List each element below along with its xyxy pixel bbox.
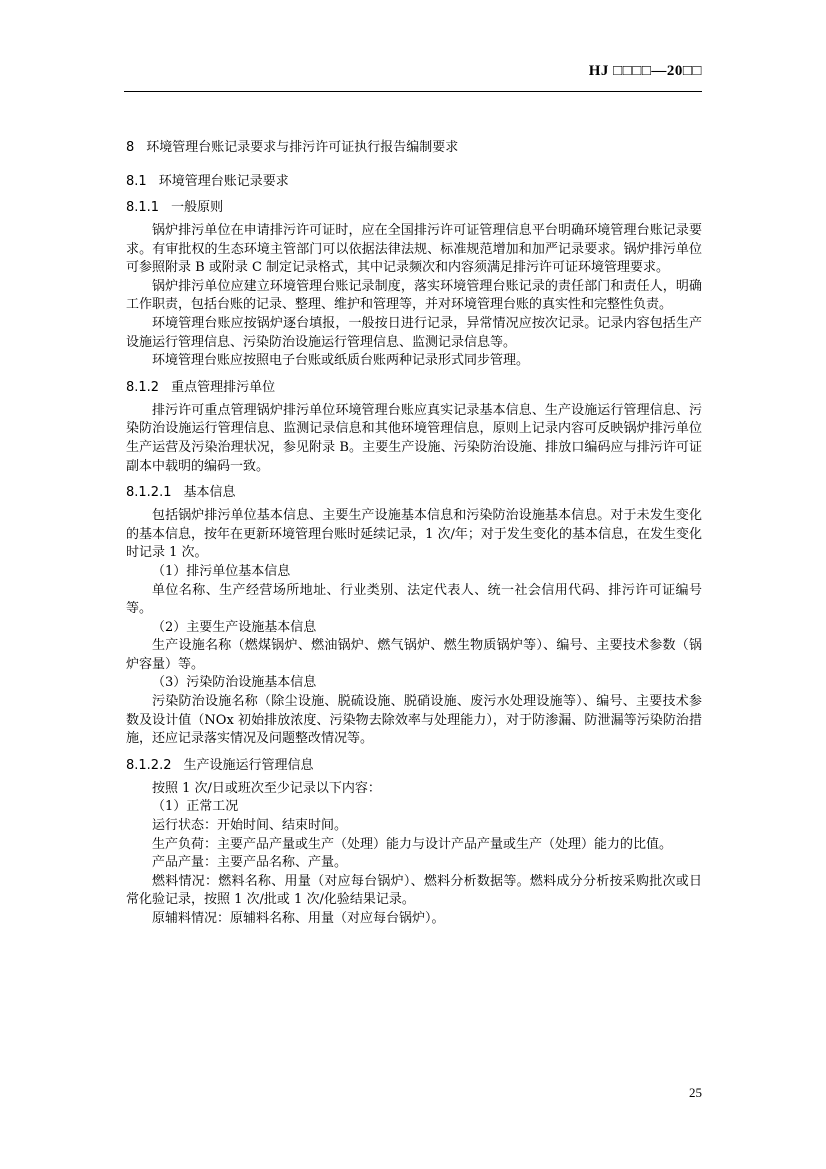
paragraph: 污染防治设施名称（除尘设施、脱硫设施、脱硝设施、废污水处理设施等）、编号、主要技术参数及设计值（NOx 初始排放浓度、污染物去除效率与处理能力），对于防渗漏、防泄漏等污染防治措施，还应记录落实情况及问题整改情况等。 [126,694,702,747]
paragraph: 锅炉排污单位在申请排污许可证时，应在全国排污许可证管理信息平台明确环境管理台账记录要求。有审批权的生态环境主管部门可以依据法律法规、标准规范增加和加严记录要求。锅炉排污单位可参照附录 B 或附录 C 制定记录格式，其中记录频次和内容须满足排污许可证环境管理要求。 [126,223,702,276]
section-8-heading [126,138,702,157]
section-title: 重点管理排污单位 [171,379,276,395]
section-title: 环境管理台账记录要求 [158,174,289,189]
page-body [126,138,702,929]
header-rule [124,91,702,92]
paragraph: 生产负荷：主要产品产量或生产（处理）能力与设计产品产量或生产（处理）能力的比值。 [152,836,673,852]
section-number: 8.1.2.1 [126,485,172,501]
standard-code: HJ □□□□—20□□ [588,63,702,79]
section-number: 8.1.2 [126,379,160,395]
paragraph: 按照 1 次/日或班次至少记录以下内容： [152,780,381,796]
page-number: 25 [689,1085,702,1100]
section-title: 一般原则 [171,200,224,215]
list-item-heading: （3）污染防治设施基本信息 [152,675,317,691]
paragraph: 包括锅炉排污单位基本信息、主要生产设施基本信息和污染防治设施基本信息。对于未发生变化的基本信息，按年在更新环境管理台账时延续记录，1 次/年；对于发生变化的基本信息，在发生变化时记录 1 次。 [126,508,702,561]
section-8-1-heading [126,172,702,191]
paragraph: 运行状态：开始时间、结束时间。 [152,818,348,834]
paragraph: 排污许可重点管理锅炉排污单位环境管理台账应真实记录基本信息、生产设施运行管理信息、污染防治设施运行管理信息、监测记录信息和其他环境管理信息，原则上记录内容可反映锅炉排污单位生产运营及污染治理状况，参见附录 B。主要生产设施、污染防治设施、排放口编码应与排污许可证副本中载明的编码一致。 [126,402,702,474]
paragraph: 原辅料情况：原辅料名称、用量（对应每台锅炉）。 [152,911,445,926]
paragraph: 环境管理台账应按锅炉逐台填报，一般按日进行记录，异常情况应按次记录。记录内容包括生产设施运行管理信息、污染防治设施运行管理信息、监测记录信息等。 [126,315,702,350]
list-item-heading: （2）主要生产设施基本信息 [152,619,317,635]
section-number: 8 [126,140,135,155]
section-8-1-2-heading [126,378,702,397]
section-number: 8.1.2.2 [126,757,172,773]
paragraph: 产品产量：主要产品名称、产量。 [152,855,348,871]
paragraph: 生产设施名称（燃煤锅炉、燃油锅炉、燃气锅炉、燃生物质锅炉等）、编号、主要技术参数（锅炉容量）等。 [126,638,702,672]
section-title: 生产设施运行管理信息 [183,757,314,773]
section-number: 8.1 [126,174,147,189]
section-title: 环境管理台账记录要求与排污许可证执行报告编制要求 [146,140,459,155]
paragraph: 锅炉排污单位应建立环境管理台账记录制度，落实环境管理台账记录的责任部门和责任人，明确工作职责，包括台账的记录、整理、维护和管理等，并对环境管理台账的真实性和完整性负责。 [126,278,702,313]
section-title: 基本信息 [183,485,236,501]
paragraph: 燃料情况：燃料名称、用量（对应每台锅炉）、燃料分析数据等。燃料成分分析按采购批次或日常化验记录，按照 1 次/批或 1 次/化验结果记录。 [126,873,702,908]
paragraph: 环境管理台账应按照电子台账或纸质台账两种记录形式同步管理。 [152,353,530,369]
list-item-heading: （1）排污单位基本信息 [152,563,291,579]
section-8-1-2-1-heading [126,483,702,502]
list-item-heading: （1）正常工况 [152,799,239,815]
section-8-1-2-2-heading [126,756,702,775]
section-number: 8.1.1 [126,200,160,215]
section-8-1-1-heading [126,198,702,217]
paragraph: 单位名称、生产经营场所地址、行业类别、法定代表人、统一社会信用代码、排污许可证编号等。 [126,582,702,617]
